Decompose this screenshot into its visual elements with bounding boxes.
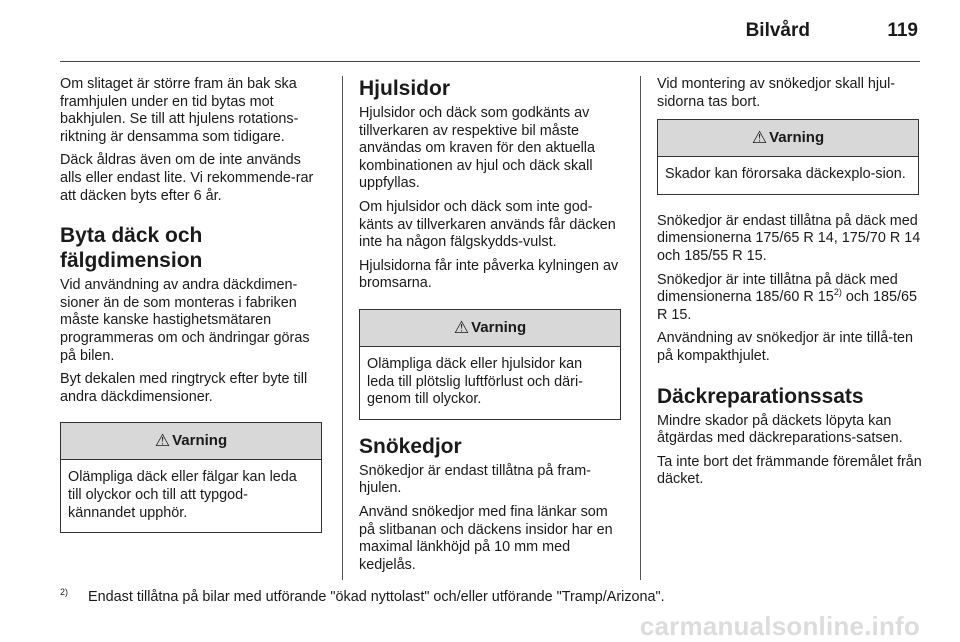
warning-text: Olämpliga däck eller fälgar kan leda till olyckor och till att typgod-kännandet upphör. [68,469,297,521]
column-divider-1 [342,76,343,580]
watermark: carmanualsonline.info [639,611,920,641]
warning-header [658,120,918,157]
paragraph: Snökedjor är endast tillåtna på däck med dimensionerna 175/65 R 14, 175/70 R 14 och 185/55 R 15. [657,212,921,264]
warning-header [360,310,620,347]
warning-box [60,422,322,533]
paragraph: Byt dekalen med ringtryck efter byte till andra däckdimensioner. [60,371,308,405]
column-divider-2 [640,76,641,580]
warning-text: Olämpliga däck eller hjulsidor kan leda till plötslig luftförlust och däri-genom till olyckor. [367,355,583,408]
column-2 [359,76,625,580]
section-heading: Snökedjor [359,434,462,458]
paragraph: Ta inte bort det främmande föremålet från däcket. [657,453,922,488]
warning-triangle-icon: ⚠ [453,317,470,337]
paragraph: Vid användning av andra däckdimen-sioner än de som monteras i fabriken måste kanske hastighetsmätaren programmeras om och ändringar göras på bilen. [60,277,310,364]
warning-triangle-icon: ⚠ [154,431,171,451]
warning-label: Varning [471,318,527,336]
footnote [60,588,940,606]
warning-text: Skador kan förorsaka däckexplo-sion. [665,166,906,183]
paragraph: Om hjulsidor och däck som inte god-känts av tillverkaren används får däcken inte ha någon fälgskydds-vulst. [359,198,616,251]
paragraph: Snökedjor är endast tillåtna på fram-hjulen. [359,462,591,497]
section-heading: Hjulsidor [359,77,451,100]
section-heading: Däckreparationssats [657,384,864,408]
paragraph: Om slitaget är större fram än bak ska framhjulen under en tid bytas mot bakhjulen. Se till att hjulens rotations-riktning är densamma som tidigare. [60,76,299,145]
footnote-text: Endast tillåtna på bilar med utförande "ökad nyttolast" och/eller utförande "Tramp/Arizona". [88,589,665,605]
paragraph: Mindre skador på däckets löpyta kan åtgärdas med däckreparations-satsen. [657,412,903,447]
warning-label: Varning [172,432,228,450]
warning-box [657,119,919,195]
paragraph: Användning av snökedjor är inte tillå-ten på kompakthjulet. [657,330,913,364]
paragraph-text: och 185/65 R 15. [657,289,918,323]
warning-label: Varning [769,129,825,147]
paragraph-text: Snökedjor är inte tillåtna på däck med dimensionerna 185/60 R 15 [657,271,898,306]
paragraph: Använd snökedjor med fina länkar som på slitbanan och däckens insidor har en maximal länkhöjd på 10 mm med kedjelås. [359,503,613,573]
footnote-reference: 2) [833,287,842,298]
column-3 [657,76,923,495]
warning-box [359,309,621,420]
column-1 [60,76,326,545]
paragraph: Vid montering av snökedjor skall hjul-sidorna tas bort. [657,76,896,110]
section-title: Bilvård [745,20,810,41]
paragraph [657,272,923,325]
footnote-marker: 2) [60,587,69,598]
warning-triangle-icon: ⚠ [751,128,768,148]
warning-header [61,423,321,460]
page-number: 119 [887,20,918,41]
header-divider [60,61,920,62]
paragraph: Hjulsidor och däck som godkänts av tillverkaren av respektive bil måste användas om kraven för den aktuella kombinationen av hjul och däck skall uppfyllas. [359,105,595,192]
paragraph: Däck åldras även om de inte används alls eller endast lite. Vi rekommende-rar att däcken byts efter 6 år. [60,152,314,204]
section-heading: Byta däck och fälgdimension [60,224,203,273]
paragraph: Hjulsidorna får inte påverka kylningen av bromsarna. [359,257,619,292]
